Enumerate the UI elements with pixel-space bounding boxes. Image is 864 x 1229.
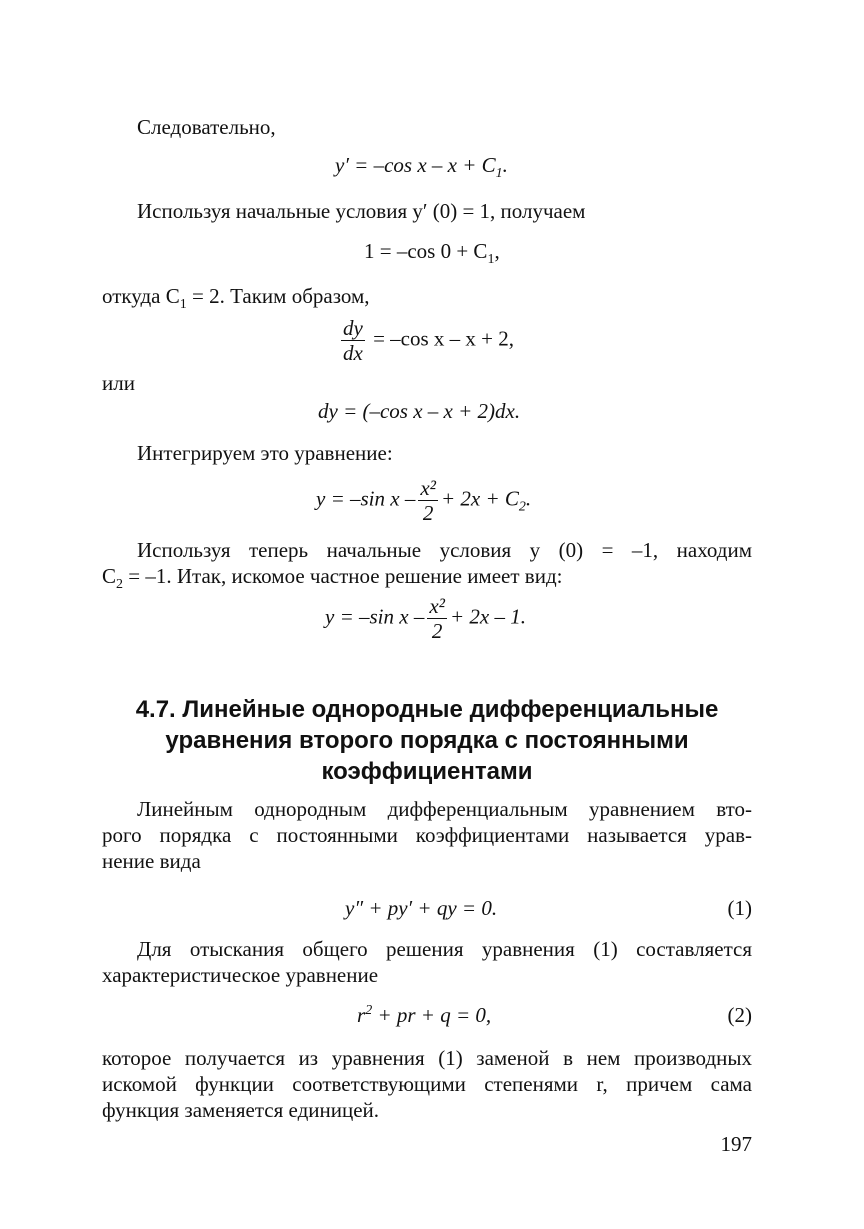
paragraph-line: Используя теперь начальные условия y (0) = –1, находим xyxy=(137,538,752,562)
text-run: откуда C xyxy=(102,284,180,308)
text-run: = –1. Итак, искомое частное решение имеет вид: xyxy=(123,564,563,588)
subscript: 2 xyxy=(116,577,124,593)
fraction-numerator: x² xyxy=(429,594,445,618)
fraction xyxy=(341,316,365,365)
paragraph-line xyxy=(102,563,752,593)
equation-1: y″ + py′ + qy = 0. xyxy=(345,896,498,920)
heading-line: 4.7. Линейные однородные дифференциальные xyxy=(135,696,719,723)
fraction xyxy=(418,476,438,525)
heading-line: уравнения второго порядка с постоянными xyxy=(165,727,689,754)
fraction-numerator: x² xyxy=(420,476,436,500)
fraction xyxy=(427,594,447,643)
equation-rhs: + 2x + C xyxy=(440,486,519,511)
equation-2 xyxy=(357,1002,491,1028)
equation-end: , xyxy=(494,239,500,263)
paragraph-line: Линейным однородным дифференциальным уравнением вто- xyxy=(137,797,752,821)
paragraph-sledovatelno: Следовательно, xyxy=(137,115,276,139)
equation-text: + pr + q = 0, xyxy=(372,1003,492,1027)
paragraph-ispolzuya-1: Используя начальные условия y′ (0) = 1, получаем xyxy=(137,199,586,223)
paragraph-line: рого порядка с постоянными коэффициентами называется урав- xyxy=(102,823,752,847)
paragraph-ili: или xyxy=(102,371,135,395)
paragraph-line: Для отыскания общего решения уравнения (1) составляется xyxy=(137,937,752,961)
fraction-numerator: dy xyxy=(343,316,363,340)
paragraph-dlya xyxy=(102,936,752,988)
paragraph-line: которое получается из уравнения (1) заменой в нем производных xyxy=(102,1046,752,1070)
equation-lhs: y = –sin x – xyxy=(325,604,425,629)
equation-rhs: + 2x – 1. xyxy=(449,604,526,629)
equation-text: = –cos x – x + 2, xyxy=(373,326,515,351)
text-run: C xyxy=(102,564,117,588)
equation-text: r xyxy=(357,1003,366,1027)
paragraph-integriruem: Интегрируем это уравнение: xyxy=(137,441,393,465)
equation-end: . xyxy=(502,153,508,177)
equation-subscript: 2 xyxy=(518,499,526,515)
equation-end: . xyxy=(525,486,532,511)
equation-subscript: 1 xyxy=(487,252,495,268)
equation-y-integral xyxy=(316,476,531,525)
paragraph-line: характеристическое уравнение xyxy=(102,963,379,987)
paragraph-kotoroe xyxy=(102,1045,752,1123)
paragraph-line: нение вида xyxy=(102,849,201,873)
equation-particular-solution xyxy=(325,594,526,643)
equation-dy: dy = (–cos x – x + 2)dx. xyxy=(318,399,521,423)
equation-dy-dx xyxy=(338,316,514,365)
paragraph-line: искомой функции соответствующими степенями r, причем сама xyxy=(102,1072,752,1096)
fraction-denominator: 2 xyxy=(422,501,434,525)
text-run: = 2. Таким образом, xyxy=(186,284,370,308)
subscript: 1 xyxy=(179,297,187,313)
fraction-denominator: dx xyxy=(343,341,363,365)
paragraph-ispolzuya-2 xyxy=(102,537,752,593)
paragraph-definition xyxy=(102,796,752,874)
equation-y-prime xyxy=(335,152,508,182)
equation-number-1: (1) xyxy=(727,896,752,920)
section-heading xyxy=(102,694,752,787)
equation-subscript: 1 xyxy=(495,166,503,182)
equation-lhs: y = –sin x – xyxy=(316,486,416,511)
page-number: 197 xyxy=(720,1132,752,1156)
heading-line: коэффициентами xyxy=(321,758,533,785)
paragraph-otkuda xyxy=(102,283,370,313)
equation-text: y′ = –cos x – x + C xyxy=(335,153,496,177)
equation-superscript: 2 xyxy=(365,1003,373,1018)
equation-text: 1 = –cos 0 + C xyxy=(364,239,488,263)
equation-initial xyxy=(364,238,500,268)
equation-number-2: (2) xyxy=(727,1003,752,1027)
fraction-denominator: 2 xyxy=(431,619,443,643)
paragraph-line: функция заменяется единицей. xyxy=(102,1098,380,1122)
